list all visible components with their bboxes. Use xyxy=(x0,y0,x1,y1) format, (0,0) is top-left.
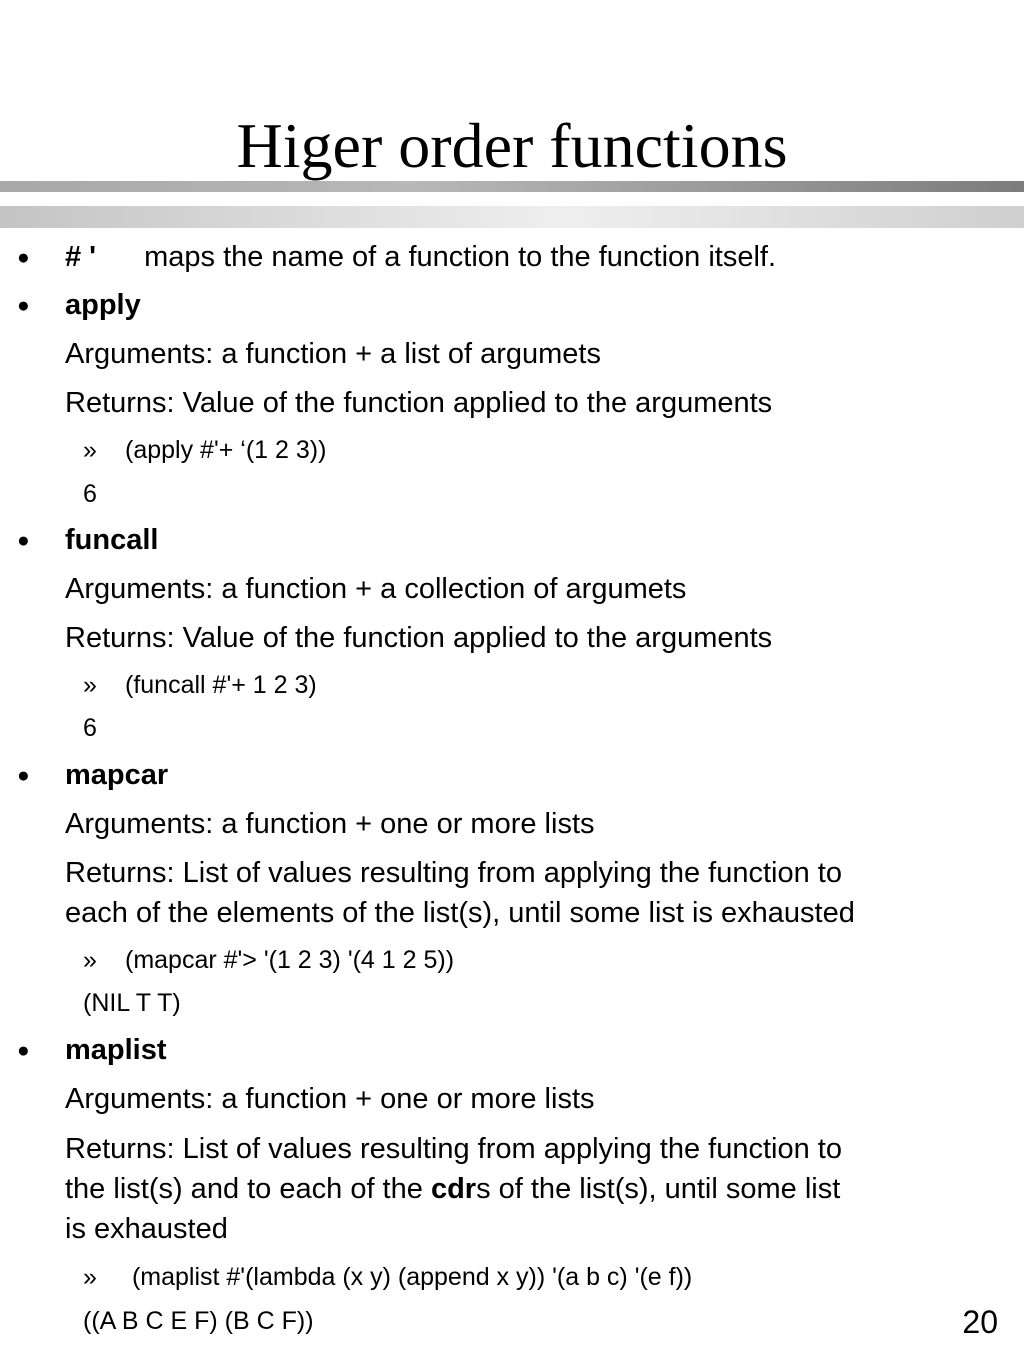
bullet-icon: ● xyxy=(17,529,30,552)
apply-example xyxy=(83,432,326,468)
apply-result: 6 xyxy=(83,480,97,508)
raquo-icon: » xyxy=(83,436,97,464)
maplist-returns-line1: Returns: List of values resulting from applying the function to xyxy=(65,1133,842,1165)
mapcar-result: (NIL T T) xyxy=(83,989,181,1017)
funcall-term: funcall xyxy=(65,524,159,556)
raquo-icon: » xyxy=(83,671,97,699)
maplist-returns xyxy=(65,1129,842,1249)
bullet-icon: ● xyxy=(17,246,30,269)
hash-item xyxy=(65,237,776,277)
apply-example-code: (apply #'+ ‘(1 2 3)) xyxy=(125,436,327,464)
maplist-arguments: Arguments: a function + one or more lists xyxy=(65,1083,595,1115)
funcall-arguments: Arguments: a function + a collection of argumets xyxy=(65,573,687,605)
funcall-result: 6 xyxy=(83,714,97,742)
mapcar-returns xyxy=(65,853,855,933)
raquo-icon: » xyxy=(83,946,97,974)
title-rule-top xyxy=(0,181,1024,192)
mapcar-arguments: Arguments: a function + one or more lists xyxy=(65,808,595,840)
bullet-icon: ● xyxy=(17,1039,30,1062)
funcall-example xyxy=(83,667,317,703)
bullet-icon: ● xyxy=(17,764,30,787)
maplist-returns-line3: is exhausted xyxy=(65,1213,228,1245)
funcall-returns: Returns: Value of the function applied to the arguments xyxy=(65,622,773,654)
funcall-example-code: (funcall #'+ 1 2 3) xyxy=(125,671,317,699)
mapcar-example-code: (mapcar #'> '(1 2 3) '(4 1 2 5)) xyxy=(125,946,455,974)
hash-description: maps the name of a function to the function itself. xyxy=(144,241,777,273)
maplist-returns-line2-start: the list(s) and to each of the xyxy=(65,1173,431,1205)
maplist-result: ((A B C E F) (B C F)) xyxy=(83,1307,314,1335)
mapcar-term: mapcar xyxy=(65,759,169,791)
slide-title: Higer order functions xyxy=(236,110,788,181)
apply-term: apply xyxy=(65,289,141,321)
maplist-returns-line2 xyxy=(65,1169,842,1209)
hash-term: # ' xyxy=(65,241,97,273)
raquo-icon: » xyxy=(83,1263,97,1291)
maplist-returns-line2-end: s of the list(s), until some list xyxy=(476,1173,841,1205)
apply-returns: Returns: Value of the function applied to the arguments xyxy=(65,387,773,419)
title-rule-bottom xyxy=(0,206,1024,228)
apply-arguments: Arguments: a function + a list of argumets xyxy=(65,338,601,370)
maplist-example-code: (maplist #'(lambda (x y) (append x y)) '(a b c) '(e f)) xyxy=(125,1263,693,1291)
bullet-icon: ● xyxy=(17,294,30,317)
mapcar-returns-line1: Returns: List of values resulting from applying the function to xyxy=(65,857,842,889)
mapcar-returns-line2: each of the elements of the list(s), until some list is exhausted xyxy=(65,897,855,929)
mapcar-example xyxy=(83,942,454,978)
maplist-example xyxy=(83,1259,692,1295)
page-number: 20 xyxy=(962,1304,998,1340)
maplist-term: maplist xyxy=(65,1034,167,1066)
cdr-term: cdr xyxy=(430,1173,477,1205)
